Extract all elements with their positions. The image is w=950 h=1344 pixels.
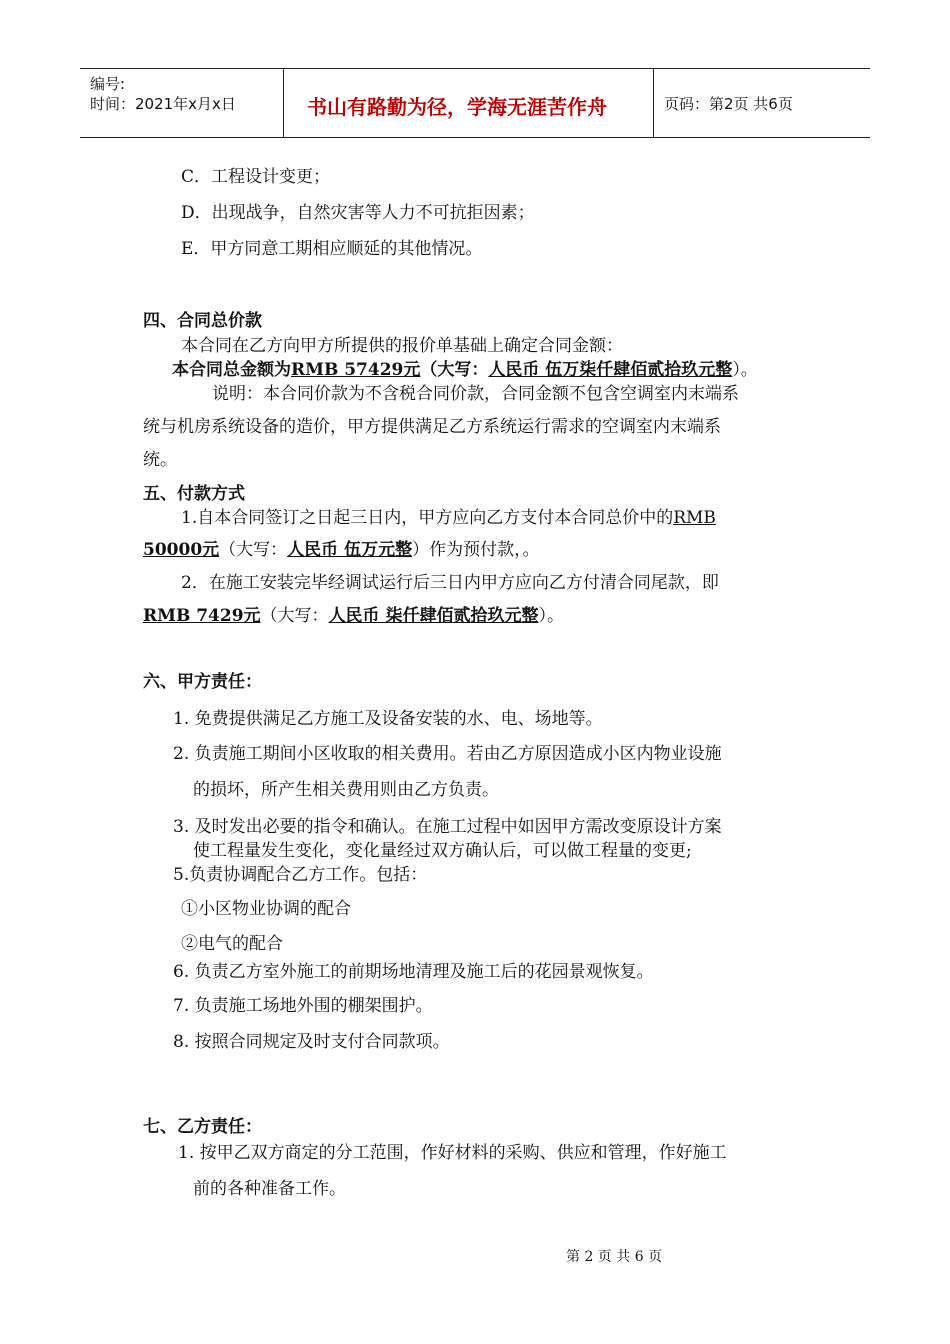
header-page-label: 页码：第2页 共6页 xyxy=(664,95,793,113)
p1-amount: 50000元 xyxy=(143,540,220,560)
section6-item8: 8. 按照合同规定及时支付合同款项。 xyxy=(173,1032,450,1052)
p1-end: ）作为预付款，。 xyxy=(412,540,540,560)
item-d: D．出现战争，自然灾害等人力不可抗拒因素； xyxy=(181,203,535,223)
section6-item7: 7. 负责施工场地外围的棚架围护。 xyxy=(173,996,433,1016)
p2-amount: RMB 7429元 xyxy=(143,606,261,626)
header-motto: 书山有路勤为径，学海无涯苦作舟 xyxy=(307,95,607,119)
header-code-label: 编号: xyxy=(90,75,126,93)
section5-p2-line1: 2．在施工安装完毕经调试运行后三日内甲方应向乙方付清合同尾款，即 xyxy=(181,573,719,593)
p2-mid: （大写： xyxy=(260,606,329,626)
header-divider-1 xyxy=(283,69,284,137)
header-divider-2 xyxy=(653,69,654,137)
p2-end: ）。 xyxy=(538,606,564,626)
section6-item5a: ①小区物业协调的配合 xyxy=(181,899,351,919)
p1-mid: （大写： xyxy=(219,540,288,560)
section6-item5: 5.负责协调配合乙方工作。包括： xyxy=(173,865,428,885)
header-table xyxy=(80,68,870,138)
section4-title: 四、合同总价款 xyxy=(143,311,262,331)
total-amount: RMB 57429元 xyxy=(291,360,421,380)
section5-p1-line2 xyxy=(143,535,540,560)
section4-intro: 本合同在乙方向甲方所提供的报价单基础上确定合同金额： xyxy=(181,336,623,356)
total-end: ）。 xyxy=(732,360,758,380)
section6-item1: 1. 免费提供满足乙方施工及设备安装的水、电、场地等。 xyxy=(173,709,603,729)
section5-p1-line1 xyxy=(181,503,716,528)
total-words: 人民币 伍万柒仟肆佰贰拾玖元整 xyxy=(488,360,733,380)
section4-note-line3: 统。 xyxy=(143,450,177,470)
item-e: E．甲方同意工期相应顺延的其他情况。 xyxy=(181,239,483,259)
footer-page-number: 第 2 页 共 6 页 xyxy=(566,1249,663,1265)
p1-text: 1.自本合同签订之日起三日内，甲方应向乙方支付本合同总价中的 xyxy=(181,508,674,528)
section7-title: 七、乙方责任： xyxy=(143,1117,262,1137)
p1-rmb: RMB xyxy=(673,508,716,528)
section4-note-line2: 统与机房系统设备的造价，甲方提供满足乙方系统运行需求的空调室内末端系 xyxy=(143,417,721,437)
section6-item3-line1: 3. 及时发出必要的指令和确认。在施工过程中如因甲方需改变原设计方案 xyxy=(173,817,722,837)
section6-item2-line1: 2. 负责施工期间小区收取的相关费用。若由乙方原因造成小区内物业设施 xyxy=(173,744,722,764)
section5-title: 五、付款方式 xyxy=(143,484,245,504)
total-mid: （大写： xyxy=(420,360,489,380)
section6-item2-line2: 的损坏，所产生相关费用则由乙方负责。 xyxy=(193,780,499,800)
section6-item6: 6. 负责乙方室外施工的前期场地清理及施工后的花园景观恢复。 xyxy=(173,962,654,982)
section6-item5b: ②电气的配合 xyxy=(181,934,283,954)
section4-note-line1: 说明：本合同价款为不含税合同价款，合同金额不包含空调室内末端系 xyxy=(212,384,739,404)
section7-item1-line1: 1. 按甲乙双方商定的分工范围，作好材料的采购、供应和管理，作好施工 xyxy=(178,1143,727,1163)
item-c: C．工程设计变更； xyxy=(181,167,331,187)
section5-p2-line2 xyxy=(143,601,564,626)
total-prefix: 本合同总金额为 xyxy=(172,360,291,380)
section6-item3-line2: 使工程量发生变化，变化量经过双方确认后，可以做工程量的变更; xyxy=(193,841,692,861)
section6-title: 六、甲方责任： xyxy=(143,672,262,692)
section4-total-line xyxy=(172,355,758,380)
section7-item1-line2: 前的各种准备工作。 xyxy=(193,1179,346,1199)
p2-words: 人民币 柒仟肆佰贰拾玖元整 xyxy=(328,606,539,626)
p1-words: 人民币 伍万元整 xyxy=(287,540,413,560)
header-time-label: 时间：2021年x月x日 xyxy=(90,95,236,113)
